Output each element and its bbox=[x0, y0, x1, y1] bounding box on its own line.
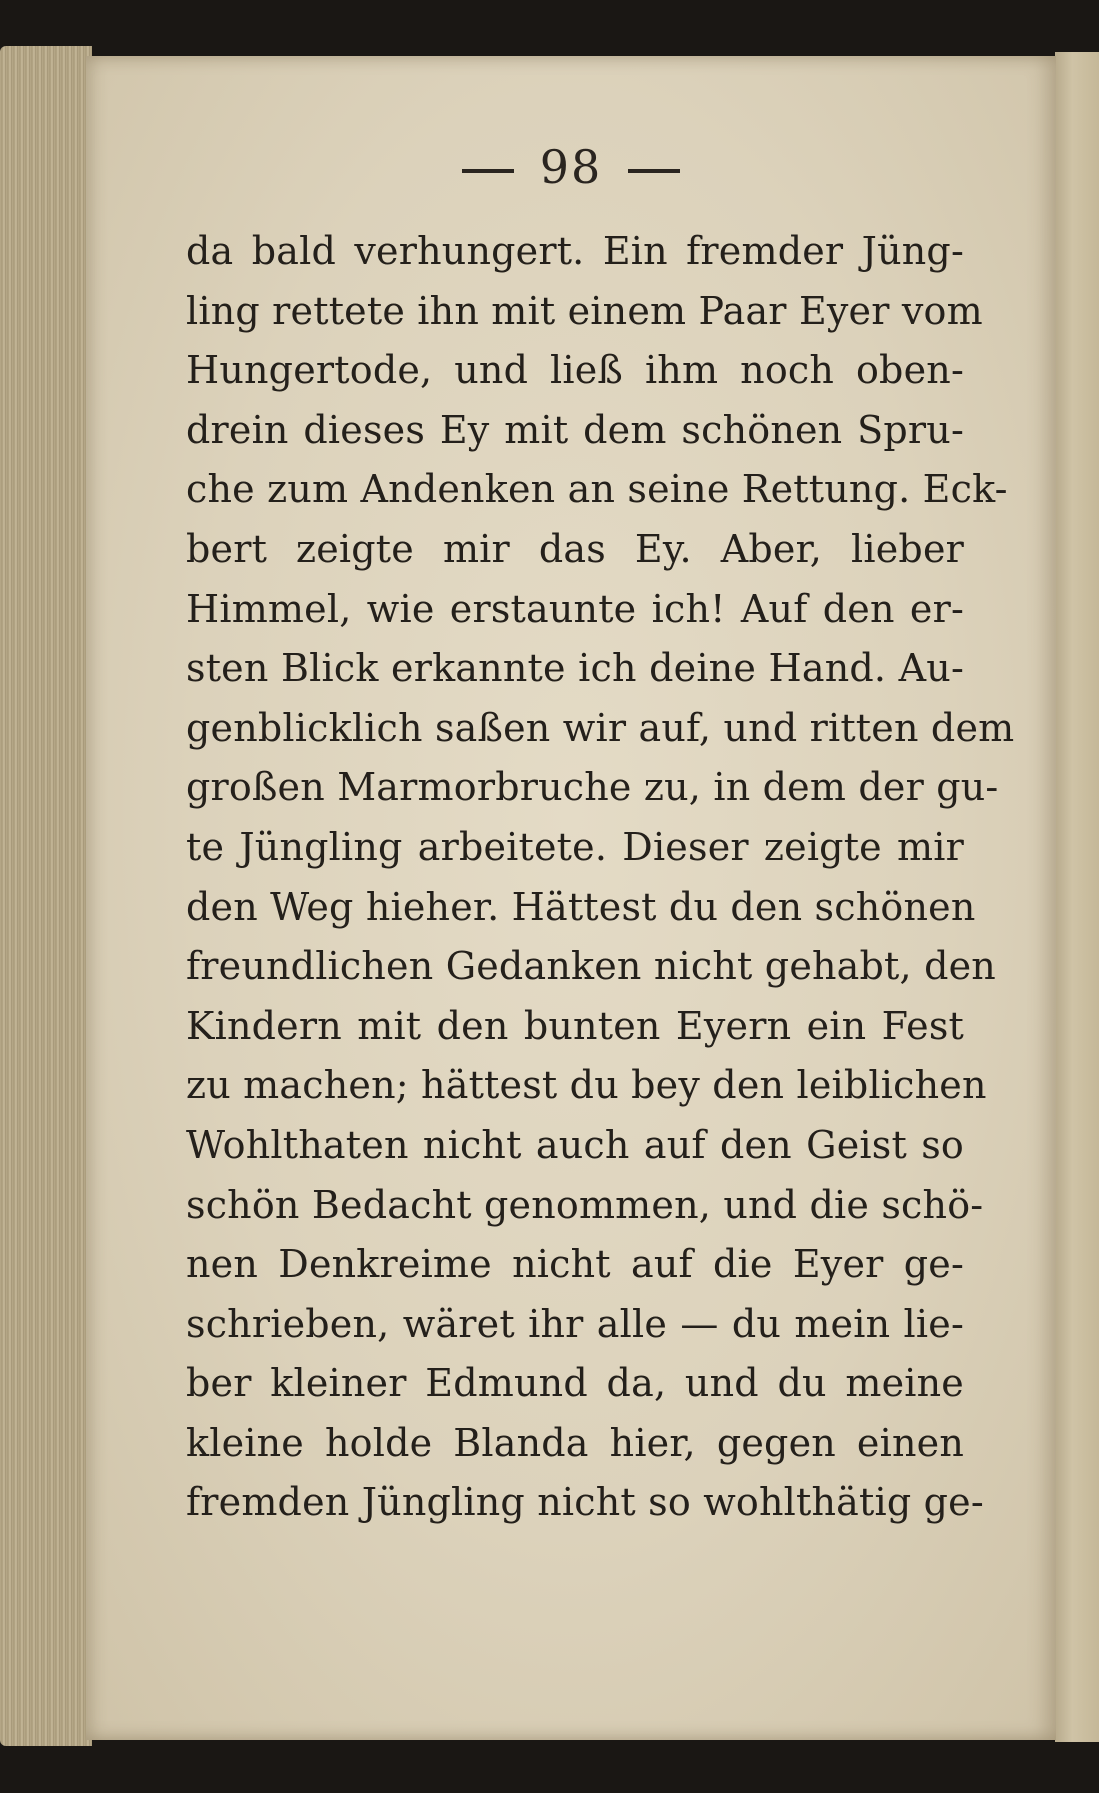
text-line: nen Denkreime nicht auf die Eyer ge- bbox=[186, 1242, 964, 1287]
header-dash-left bbox=[462, 169, 514, 173]
text-line: schrieben, wäret ihr alle — du mein lie- bbox=[186, 1301, 964, 1346]
text-line: Kindern mit den bunten Eyern ein Fest bbox=[186, 1003, 964, 1048]
text-line: sten Blick erkannte ich deine Hand. Au- bbox=[186, 646, 964, 691]
page-edges bbox=[0, 46, 92, 1746]
text-line: freundlichen Gedanken nicht gehabt, den bbox=[186, 944, 996, 989]
text-line: Wohlthaten nicht auch auf den Geist so bbox=[186, 1122, 964, 1167]
text-line: Hungertode, und ließ ihm noch oben- bbox=[186, 348, 964, 393]
book-page bbox=[86, 56, 1056, 1740]
text-line: großen Marmorbruche zu, in dem der gu- bbox=[186, 765, 999, 810]
text-line: da bald verhungert. Ein fremder Jüng- bbox=[186, 229, 964, 273]
text-line: te Jüngling arbeitete. Dieser zeigte mir bbox=[186, 824, 964, 869]
text-line: kleine holde Blanda hier, gegen einen bbox=[186, 1420, 964, 1465]
text-line: Himmel, wie erstaunte ich! Auf den er- bbox=[186, 586, 964, 631]
text-line: fremden Jüngling nicht so wohlthätig ge- bbox=[186, 1480, 984, 1525]
text-line: che zum Andenken an seine Rettung. Eck- bbox=[186, 467, 1008, 512]
text-line: genblicklich saßen wir auf, und ritten dem bbox=[186, 705, 1015, 750]
text-line: drein dieses Ey mit dem schönen Spru- bbox=[186, 407, 964, 452]
text-line: ber kleiner Edmund da, und du meine bbox=[186, 1361, 964, 1406]
text-line: zu machen; hättest du bey den leiblichen bbox=[186, 1063, 987, 1108]
adjacent-page-edge bbox=[1055, 52, 1099, 1742]
page-header bbox=[86, 140, 1056, 194]
page-number: 98 bbox=[539, 140, 603, 194]
text-line: ling rettete ihn mit einem Paar Eyer vom bbox=[186, 288, 983, 333]
text-line: bert zeigte mir das Ey. Aber, lieber bbox=[186, 526, 964, 571]
text-line: den Weg hieher. Hättest du den schönen bbox=[186, 884, 976, 929]
header-dash-right bbox=[628, 169, 680, 173]
page-body-text bbox=[186, 222, 1015, 1533]
text-line: schön Bedacht genommen, und die schö- bbox=[186, 1182, 984, 1227]
